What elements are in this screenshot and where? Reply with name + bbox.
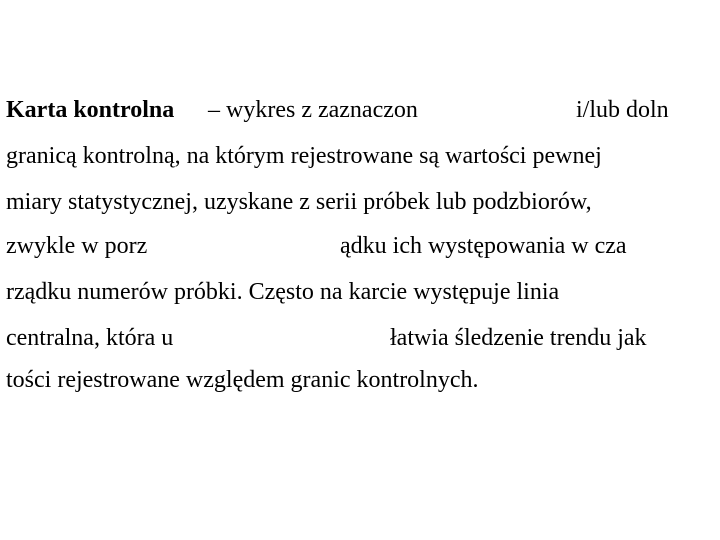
- term-title: Karta kontrolna: [6, 97, 175, 123]
- text-segment: rządku numerów próbki. Często na karcie występuje linia: [6, 279, 560, 305]
- text-segment: i/lub doln: [576, 97, 669, 123]
- text-segment: granicą kontrolną, na którym rejestrowane są wartości pewnej: [6, 143, 602, 169]
- text-segment: ądku ich występowania w cza: [340, 233, 627, 259]
- text-segment: tości rejestrowane względem granic kontrolnych.: [6, 367, 479, 393]
- text-segment: centralna, która u: [6, 325, 174, 351]
- text-segment: łatwia śledzenie trendu jak: [390, 325, 647, 351]
- text-segment: – wykres z zaznaczon: [208, 97, 418, 123]
- text-segment: miary statystycznej, uzyskane z serii próbek lub podzbiorów,: [6, 189, 592, 215]
- text-segment: zwykle w porz: [6, 233, 148, 259]
